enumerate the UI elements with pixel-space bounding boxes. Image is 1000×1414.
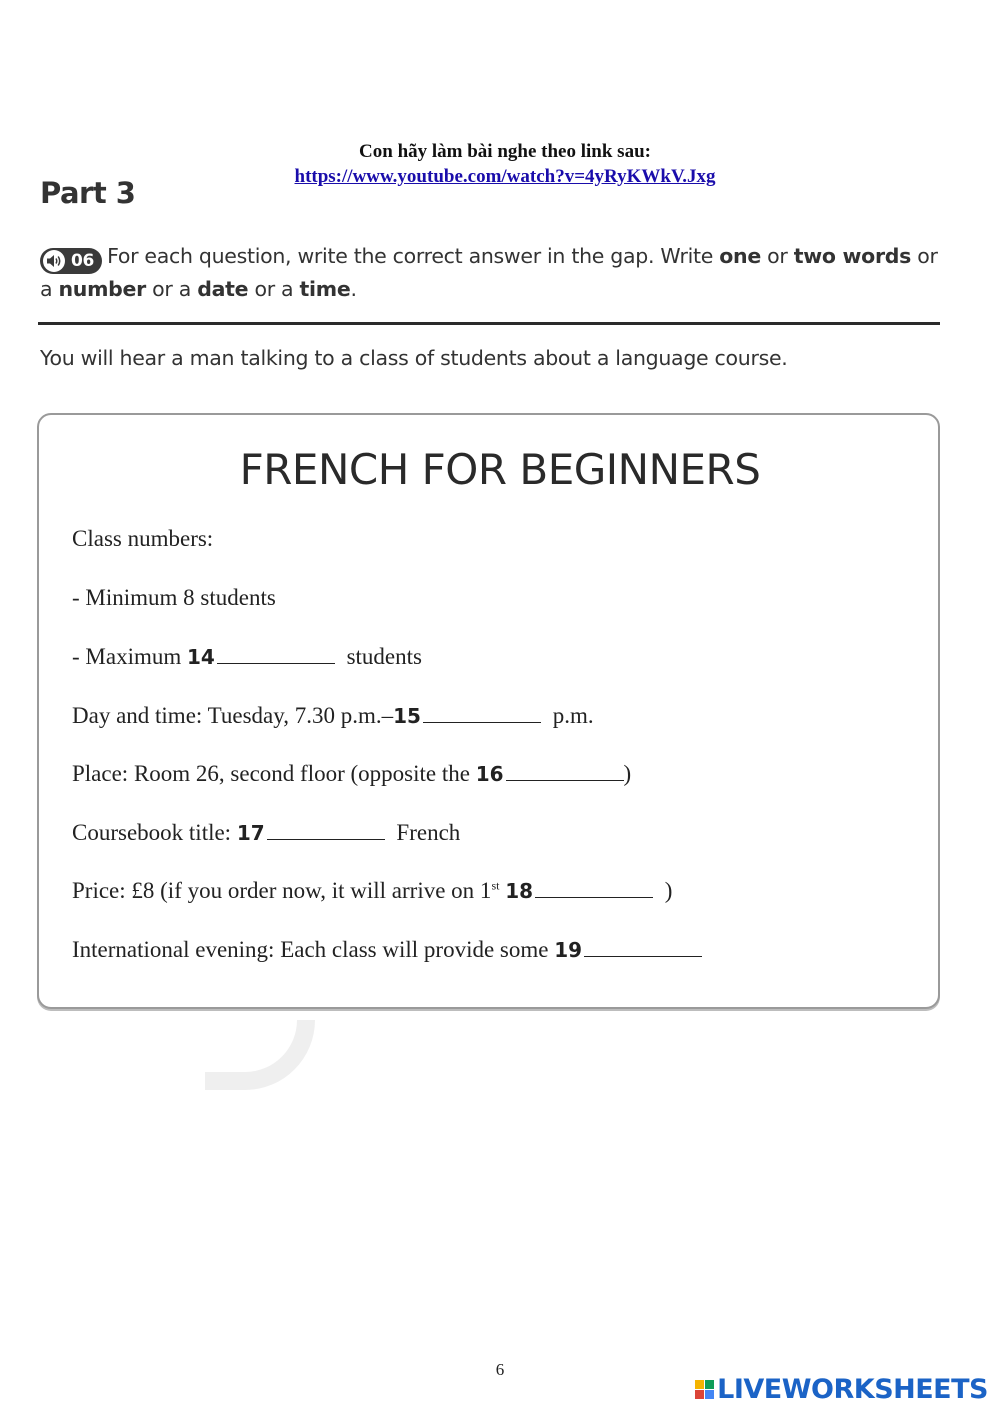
row-text: French [396, 820, 461, 845]
ordinal-suffix: st [491, 878, 500, 893]
row-text: Price: £8 (if you order now, it will arrive on 1 [72, 878, 492, 903]
price-row [72, 878, 672, 904]
liveworksheets-icon [695, 1380, 714, 1399]
audio-track-number: 06 [71, 251, 95, 271]
task-bold: number [58, 277, 146, 301]
logo-square [705, 1390, 714, 1399]
task-text: or a [152, 277, 191, 301]
question-number: 19 [554, 938, 583, 962]
day-time-row [72, 703, 594, 729]
brand-logo [695, 1374, 988, 1405]
brand-name: LIVEWORKSHEETS [717, 1374, 988, 1405]
task-text: or a [40, 244, 938, 301]
task-bold: one [719, 244, 761, 268]
task-instructions [40, 241, 950, 304]
listening-context: You will hear a man talking to a class of students about a language course. [40, 346, 788, 370]
youtube-link[interactable]: https://www.youtube.com/watch?v=4yRyKWkV.Jxg [294, 166, 716, 187]
task-text: or [767, 244, 788, 268]
divider [38, 322, 940, 325]
page-number: 6 [495, 1360, 505, 1379]
row-text: p.m. [552, 703, 594, 728]
task-bold: date [197, 277, 249, 301]
header-note [0, 140, 1000, 189]
row-text: Day and time: Tuesday, 7.30 p.m.– [72, 703, 394, 728]
international-row [72, 937, 708, 963]
question-number: 15 [393, 704, 421, 728]
answer-gap-18[interactable] [535, 896, 653, 898]
task-bold: time [299, 277, 351, 301]
task-text: . [350, 277, 357, 301]
task-text: or a [254, 277, 294, 301]
logo-square [695, 1390, 704, 1399]
row-text: - Maximum [72, 644, 182, 669]
row-text: International evening: Each class will provide some [72, 937, 549, 962]
answer-gap-19[interactable] [584, 955, 702, 957]
answer-gap-16[interactable] [506, 779, 624, 781]
answer-gap-14[interactable] [217, 662, 335, 664]
answer-gap-15[interactable] [423, 721, 541, 723]
task-bold: two words [793, 244, 912, 268]
maximum-row [72, 644, 422, 670]
audio-track-badge[interactable] [40, 248, 102, 274]
place-row [72, 761, 631, 787]
part-title: Part 3 [40, 176, 136, 210]
question-number: 16 [475, 762, 504, 786]
task-text: For each question, write the correct answer in the gap. Write [107, 244, 714, 268]
question-number: 14 [187, 645, 215, 669]
question-number: 17 [236, 821, 265, 845]
question-number: 18 [505, 879, 534, 903]
notes-title: FRENCH FOR BEGINNERS [239, 445, 761, 494]
answer-gap-17[interactable] [267, 838, 385, 840]
speaker-icon [43, 250, 65, 272]
minimum-students: - Minimum 8 students [72, 585, 276, 610]
class-numbers-label: Class numbers: [72, 526, 214, 551]
logo-square [695, 1380, 704, 1389]
coursebook-row [72, 820, 460, 846]
row-text: Place: Room 26, second floor (opposite the [72, 761, 470, 786]
row-text: ) [623, 761, 632, 786]
row-text: students [346, 644, 422, 669]
row-text: Coursebook title: [72, 820, 232, 845]
logo-square [705, 1380, 714, 1389]
header-instruction: Con hãy làm bài nghe theo link sau: [359, 141, 651, 162]
watermark-mark [205, 1020, 315, 1090]
row-text: ) [664, 878, 673, 903]
